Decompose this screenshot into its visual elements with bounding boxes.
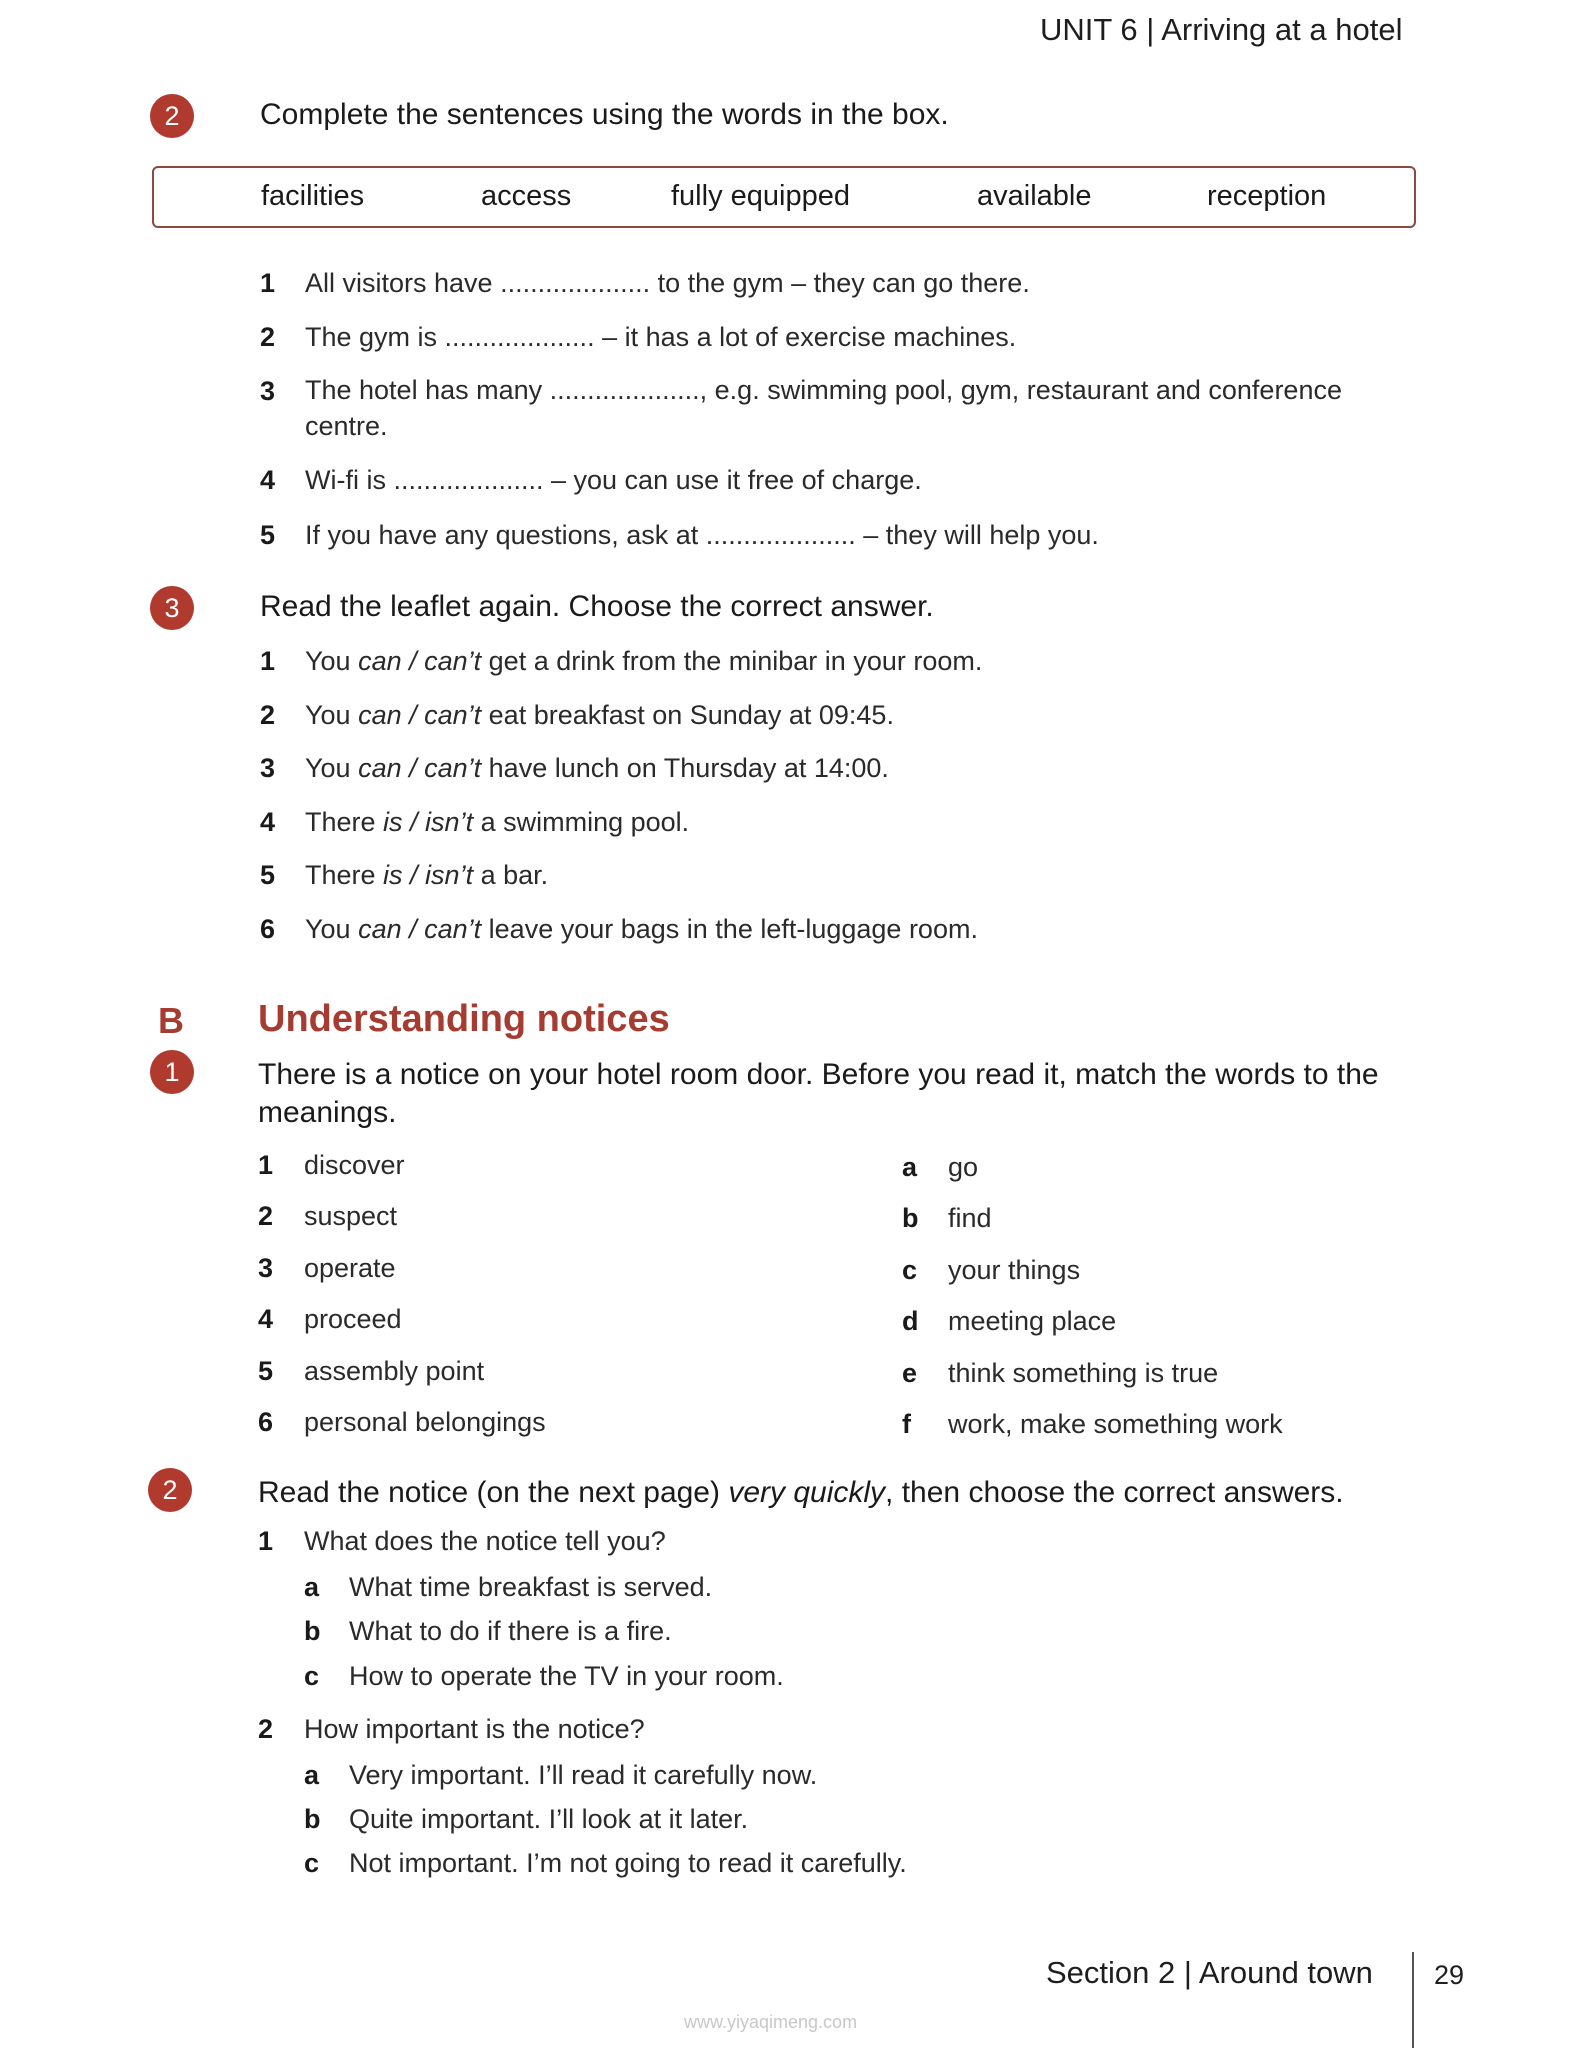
- item-number: 4: [260, 807, 276, 837]
- option-letter: d: [902, 1306, 919, 1336]
- option-letter: c: [304, 1661, 320, 1691]
- item-number: 5: [260, 520, 276, 550]
- footer-section-title: Around town: [1198, 1955, 1373, 1990]
- question-number: 2: [258, 1714, 274, 1744]
- match-word: discover: [304, 1150, 405, 1180]
- word-box: [152, 166, 1416, 228]
- match-meaning: meeting place: [948, 1306, 1117, 1336]
- gap-fill-sentence: If you have any questions, ask at .................... – they will help you.: [305, 520, 1099, 550]
- answer-option: Quite important. I’ll look at it later.: [349, 1804, 749, 1834]
- match-word: proceed: [304, 1304, 402, 1334]
- exercise-instruction: There is a notice on your hotel room door. Before you read it, match the words to the meanings.: [258, 1058, 1379, 1129]
- option-letter: e: [902, 1358, 918, 1388]
- answer-option: What time breakfast is served.: [349, 1572, 713, 1602]
- item-number: 3: [258, 1253, 274, 1283]
- footer-section: [1046, 1955, 1373, 1991]
- gap-fill-sentence: All visitors have .................... to the gym – they can go there.: [305, 268, 1030, 298]
- answer-option: What to do if there is a fire.: [349, 1616, 672, 1646]
- choice-options: can / can’t: [358, 914, 482, 944]
- choice-options: is / isn’t: [383, 860, 474, 890]
- option-letter: b: [304, 1616, 321, 1646]
- match-meaning: find: [948, 1203, 992, 1233]
- option-letter: a: [304, 1760, 320, 1790]
- section-letter: B: [158, 1000, 184, 1041]
- watermark: www.yiyaqimeng.com: [684, 2012, 858, 2032]
- option-letter: c: [902, 1255, 918, 1285]
- choice-options: can / can’t: [358, 646, 482, 676]
- option-letter: f: [902, 1409, 911, 1439]
- box-word: facilities: [261, 180, 365, 212]
- choice-sentence: You can / can’t have lunch on Thursday at 14:00.: [305, 753, 889, 783]
- choice-options: can / can’t: [358, 753, 482, 783]
- gap-fill-sentence: The hotel has many ...................., e.g. swimming pool, gym, restaurant and conference centre.: [305, 375, 1342, 441]
- gap-fill-sentence: The gym is .................... – it has a lot of exercise machines.: [305, 322, 1017, 352]
- item-number: 2: [260, 700, 276, 730]
- match-meaning: work, make something work: [948, 1409, 1283, 1439]
- item-number: 6: [260, 914, 276, 944]
- question-text: How important is the notice?: [304, 1714, 645, 1744]
- exercise-badge: 3: [150, 586, 194, 630]
- footer-section-label: Section 2: [1046, 1955, 1176, 1990]
- item-number: 2: [260, 322, 276, 352]
- option-letter: a: [304, 1572, 320, 1602]
- item-number: 3: [260, 753, 276, 783]
- choice-sentence: There is / isn’t a swimming pool.: [305, 807, 690, 837]
- item-number: 5: [258, 1356, 274, 1386]
- box-word: access: [481, 180, 572, 212]
- item-number: 1: [260, 646, 276, 676]
- match-meaning: your things: [948, 1255, 1081, 1285]
- item-number: 6: [258, 1407, 274, 1437]
- match-word: personal belongings: [304, 1407, 546, 1437]
- emphasis: very quickly: [728, 1476, 886, 1509]
- choice-sentence: There is / isn’t a bar.: [305, 860, 549, 890]
- exercise-instruction: Read the notice (on the next page) very quickly, then choose the correct answers.: [258, 1476, 1344, 1509]
- choice-sentence: You can / can’t eat breakfast on Sunday at 09:45.: [305, 700, 894, 730]
- question-number: 1: [258, 1526, 274, 1556]
- exercise-badge: 1: [150, 1050, 194, 1094]
- item-number: 4: [258, 1304, 274, 1334]
- option-letter: b: [902, 1203, 919, 1233]
- match-meaning: think something is true: [948, 1358, 1219, 1388]
- box-word: available: [977, 180, 1092, 212]
- footer-separator: |: [1183, 1955, 1192, 1990]
- unit-label: UNIT 6: [1040, 12, 1138, 47]
- header-separator: |: [1146, 12, 1155, 47]
- footer-divider: [1412, 1952, 1414, 2048]
- choice-sentence: You can / can’t get a drink from the minibar in your room.: [305, 646, 983, 676]
- answer-option: Not important. I’m not going to read it carefully.: [349, 1848, 907, 1878]
- exercise-instruction: Read the leaflet again. Choose the correct answer.: [260, 590, 934, 623]
- choice-options: can / can’t: [358, 700, 482, 730]
- answer-option: How to operate the TV in your room.: [349, 1661, 784, 1691]
- item-number: 1: [260, 268, 276, 298]
- option-letter: a: [902, 1152, 918, 1182]
- page-number: 29: [1434, 1960, 1465, 1990]
- choice-sentence: You can / can’t leave your bags in the left-luggage room.: [305, 914, 978, 944]
- match-word: suspect: [304, 1201, 398, 1231]
- gap-fill-sentence: Wi-fi is .................... – you can use it free of charge.: [305, 465, 922, 495]
- section-title: Understanding notices: [258, 998, 670, 1040]
- item-number: 2: [258, 1201, 274, 1231]
- item-number: 5: [260, 860, 276, 890]
- choice-options: is / isn’t: [383, 807, 474, 837]
- match-word: operate: [304, 1253, 396, 1283]
- exercise-badge: 2: [148, 1468, 192, 1512]
- option-letter: c: [304, 1848, 320, 1878]
- match-word: assembly point: [304, 1356, 485, 1386]
- answer-option: Very important. I’ll read it carefully now.: [349, 1760, 818, 1790]
- box-word: reception: [1207, 180, 1327, 212]
- match-meaning: go: [948, 1152, 979, 1182]
- item-number: 4: [260, 465, 276, 495]
- exercise-badge: 2: [150, 94, 194, 138]
- question-text: What does the notice tell you?: [304, 1526, 666, 1556]
- exercise-instruction: Complete the sentences using the words in the box.: [260, 98, 949, 131]
- option-letter: b: [304, 1804, 321, 1834]
- unit-header: [1040, 12, 1402, 48]
- item-number: 1: [258, 1150, 274, 1180]
- unit-title: Arriving at a hotel: [1161, 12, 1403, 47]
- box-word: fully equipped: [671, 180, 850, 212]
- item-number: 3: [260, 376, 276, 406]
